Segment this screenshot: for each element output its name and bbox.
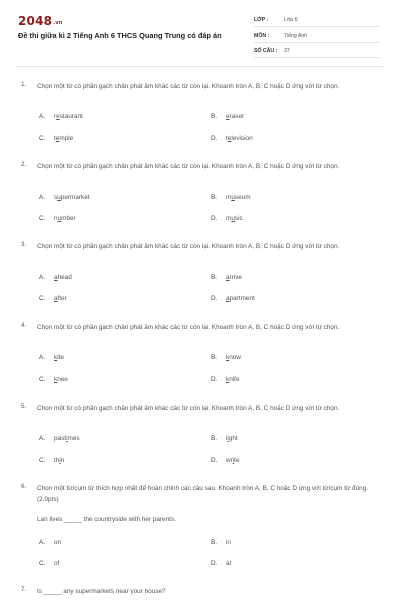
option-text-post: permarket — [60, 194, 90, 201]
option-a[interactable] — [39, 274, 72, 281]
option-a[interactable] — [39, 113, 83, 120]
option-text-pre: r — [54, 113, 57, 120]
option-text-post: n — [60, 457, 65, 464]
option-letter: B. — [211, 354, 218, 361]
option-text-underlined: k — [54, 376, 58, 383]
option-text-underlined: i — [232, 457, 235, 464]
info-key: MÔN : — [254, 33, 270, 39]
option-text-pre: m — [226, 194, 232, 201]
option-letter: C. — [39, 135, 46, 142]
logo-sub: .vn — [53, 20, 63, 26]
option-b[interactable] — [211, 113, 244, 120]
option-text-post: mber — [61, 215, 76, 222]
option-letter: B. — [211, 274, 218, 281]
option-letter: C. — [39, 560, 46, 567]
question-text: Chọn một từ có phần gạch chân phát âm khác các từ còn lại. Khoanh tròn A, B, C hoặc D ứng với từ chọn. — [37, 324, 340, 331]
option-text-post: seum — [234, 194, 251, 201]
option-text-post: ght — [228, 435, 238, 442]
option-text-underlined: u — [231, 194, 235, 201]
option-letter: B. — [211, 435, 218, 442]
question-text: Chọn một từ có phần gạch chân phát âm khác các từ còn lại. Khoanh tròn A, B, C hoặc D ứng với từ chọn. — [37, 405, 340, 412]
option-letter: D. — [211, 560, 218, 567]
option-letter: D. — [211, 135, 218, 142]
option-text-post: mes — [67, 435, 80, 442]
option-text-underlined: a — [54, 295, 58, 302]
question-number: 4. — [21, 322, 27, 329]
option-d[interactable] — [211, 295, 255, 302]
option-text-underlined: k — [226, 376, 230, 383]
option-text-underlined: e — [55, 135, 60, 142]
question-text: Chọn một từ/cụm từ thích hợp nhất để hoàn chỉnh các câu sau. Khoanh tròn A, B, C hoặc D ứng với từ/cụm từ đúng. (2.0pts) — [37, 485, 369, 503]
option-text-pre: wr — [226, 457, 233, 464]
page-title: Đề thi giữa kì 2 Tiếng Anh 6 THCS Quang Trung có đáp án — [18, 31, 222, 40]
option-letter: A. — [39, 435, 46, 442]
option-letter: A. — [39, 539, 46, 546]
question-number: 3. — [21, 241, 27, 248]
option-text-underlined: i — [227, 435, 229, 442]
question-number: 1. — [21, 81, 27, 88]
info-value: Tiếng Anh — [284, 33, 308, 39]
option-d[interactable] — [211, 457, 240, 464]
option-text-underlined: a — [226, 274, 230, 281]
logo-main: 2048 — [18, 14, 53, 28]
option-text-pre: t — [54, 135, 56, 142]
option-b[interactable] — [211, 435, 238, 442]
option-text: on — [54, 539, 62, 546]
question-text: Chọn một từ có phần gạch chân phát âm khác các từ còn lại. Khoanh tròn A, B, C hoặc D ứng với từ chọn. — [37, 243, 340, 250]
option-letter: A. — [39, 274, 46, 281]
question-text: Is _____ any supermarkets near your house? — [37, 588, 166, 595]
option-text: at — [226, 560, 232, 567]
option-b[interactable] — [211, 354, 241, 361]
option-a[interactable] — [39, 354, 64, 361]
question-text: Chọn một từ có phần gạch chân phát âm khác các từ còn lại. Khoanh tròn A, B, C hoặc D ứng với từ chọn. — [37, 163, 340, 170]
option-text-post: nife — [229, 376, 240, 383]
option-text-post: fter — [57, 295, 67, 302]
option-a[interactable] — [39, 539, 61, 546]
option-text-pre: th — [54, 457, 60, 464]
info-row-class — [254, 15, 380, 27]
info-value: Lớp 6 — [284, 17, 298, 23]
option-text-underlined: e — [226, 113, 230, 120]
option-c[interactable] — [39, 457, 64, 464]
option-text-post: mple — [59, 135, 74, 142]
option-c[interactable] — [39, 560, 59, 567]
option-d[interactable] — [211, 560, 231, 567]
question-number: 7. — [21, 586, 27, 593]
option-text-underlined: a — [54, 274, 58, 281]
option-text-pre: l — [226, 435, 228, 442]
option-letter: C. — [39, 376, 46, 383]
option-letter: B. — [211, 194, 218, 201]
option-text: of — [54, 560, 60, 567]
option-b[interactable] — [211, 274, 242, 281]
site-logo[interactable] — [18, 14, 63, 28]
option-d[interactable] — [211, 135, 253, 142]
option-a[interactable] — [39, 194, 90, 201]
option-letter: D. — [211, 215, 218, 222]
option-letter: C. — [39, 215, 46, 222]
option-text-pre: past — [54, 435, 67, 442]
option-text-underlined: u — [231, 215, 235, 222]
option-text-pre: n — [54, 215, 58, 222]
question-number: 5. — [21, 403, 27, 410]
option-d[interactable] — [211, 215, 243, 222]
document-header — [0, 0, 400, 66]
option-text-post: staurant — [59, 113, 83, 120]
option-letter: B. — [211, 539, 218, 546]
info-value: 37 — [284, 48, 290, 54]
option-b[interactable] — [211, 194, 251, 201]
option-text-underlined: a — [226, 295, 230, 302]
question-number: 2. — [21, 161, 27, 168]
option-letter: C. — [39, 295, 46, 302]
option-c[interactable] — [39, 376, 68, 383]
option-letter: C. — [39, 457, 46, 464]
option-text-pre: t — [226, 135, 228, 142]
option-text-post: sic — [234, 215, 243, 222]
option-a[interactable] — [39, 435, 80, 442]
option-text-underlined: u — [57, 194, 61, 201]
option-text-post: now — [229, 354, 241, 361]
option-letter: A. — [39, 354, 46, 361]
option-text-underlined: e — [56, 113, 60, 120]
option-text-post: nee — [57, 376, 68, 383]
option-text-post: rrive — [229, 274, 242, 281]
option-letter: D. — [211, 376, 218, 383]
question-sentence: Lan lives _____ the countryside with her parents. — [37, 516, 176, 523]
option-text-post: ite — [57, 354, 64, 361]
option-letter: B. — [211, 113, 218, 120]
info-key: SỐ CÂU : — [254, 48, 278, 54]
option-d[interactable] — [211, 376, 240, 383]
option-text-pre: s — [54, 194, 58, 201]
option-c[interactable] — [39, 295, 67, 302]
option-text-post: partment — [229, 295, 255, 302]
question-text: Chọn một từ có phần gạch chân phát âm khác các từ còn lại. Khoanh tròn A, B, C hoặc D ứng với từ chọn. — [37, 83, 340, 90]
option-text-underlined: u — [57, 215, 62, 222]
option-text-post: raser — [229, 113, 245, 120]
option-text-underlined: k — [226, 354, 230, 361]
question-number: 6. — [21, 483, 27, 490]
option-text-pre: m — [226, 215, 232, 222]
option-text-underlined: k — [54, 354, 58, 361]
option-text: in — [226, 539, 231, 546]
info-key: LỚP : — [254, 17, 269, 23]
info-row-question-count — [254, 46, 380, 58]
header-divider — [16, 66, 384, 67]
option-text-underlined: i — [66, 435, 68, 442]
option-text-post: te — [234, 457, 240, 464]
option-text-post: levision — [231, 135, 253, 142]
option-text-underlined: e — [227, 135, 232, 142]
option-c[interactable] — [39, 215, 76, 222]
option-letter: D. — [211, 295, 218, 302]
option-text-underlined: i — [59, 457, 61, 464]
option-text-post: head — [57, 274, 72, 281]
option-b[interactable] — [211, 539, 231, 546]
option-letter: A. — [39, 194, 46, 201]
option-c[interactable] — [39, 135, 73, 142]
option-letter: D. — [211, 457, 218, 464]
option-letter: A. — [39, 113, 46, 120]
info-row-subject — [254, 31, 380, 43]
